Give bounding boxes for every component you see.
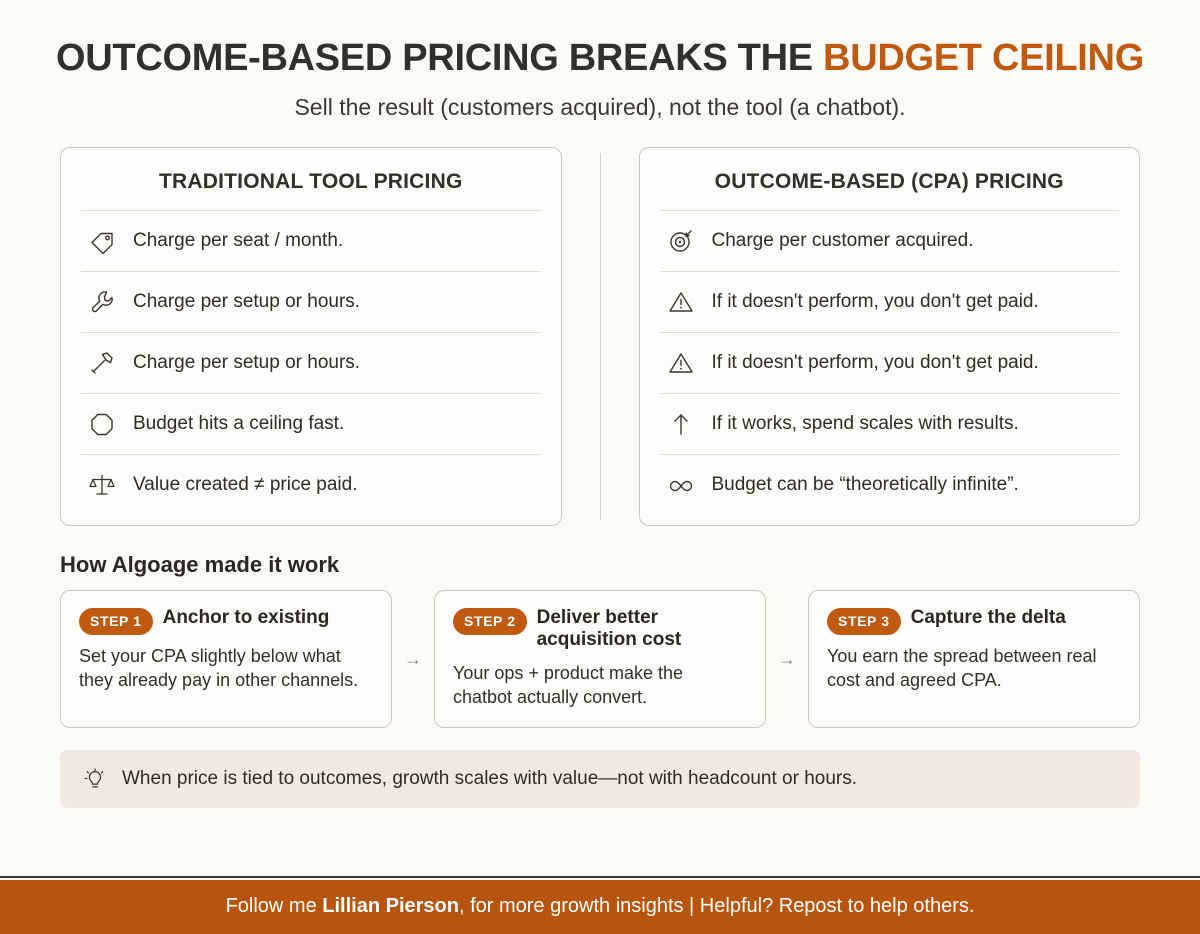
list-item: [81, 454, 541, 515]
tag-icon: [85, 227, 119, 255]
callout-text: When price is tied to outcomes, growth scales with value—not with headcount or hours.: [122, 768, 858, 790]
infinity-icon: [664, 471, 698, 499]
list-item: [81, 393, 541, 454]
page-title-accent: BUDGET CEILING: [823, 37, 1144, 79]
step-card-3: [808, 590, 1140, 729]
list-item-label: Charge per setup or hours.: [133, 351, 361, 373]
list-item: [81, 210, 541, 271]
footer-divider: [0, 876, 1200, 878]
step-body: You earn the spread between real cost and agreed CPA.: [827, 645, 1097, 690]
footer-author-name: Lillian Pierson: [322, 895, 459, 917]
step-title: Capture the delta: [910, 606, 1066, 628]
list-item-label: If it works, spend scales with results.: [711, 412, 1019, 434]
arrow-up-icon: [664, 410, 698, 438]
step-header: [79, 607, 373, 635]
list-item: [660, 454, 1120, 515]
warning-triangle-icon: [664, 288, 698, 316]
list-item-label: If it doesn't perform, you don't get paid.: [711, 290, 1039, 312]
column-divider: [600, 153, 601, 520]
traditional-pricing-card: [60, 147, 562, 526]
list-item: [660, 332, 1120, 393]
callout-banner: [60, 750, 1140, 808]
status-badge: STEP 3: [827, 608, 901, 635]
lightbulb-icon: [82, 766, 108, 792]
list-item-label: Charge per setup or hours.: [133, 290, 361, 312]
steps-row: [0, 590, 1200, 729]
step-title: Deliver better acquisition cost: [536, 606, 682, 651]
list-item: [660, 210, 1120, 271]
list-item-label: If it doesn't perform, you don't get paid.: [711, 351, 1039, 373]
status-badge: STEP 1: [79, 608, 153, 635]
comparison-columns: [0, 147, 1200, 526]
list-item: [81, 332, 541, 393]
outcome-pricing-title: OUTCOME-BASED (CPA) PRICING: [714, 169, 1064, 193]
outcome-pricing-card: [639, 147, 1141, 526]
list-item: [660, 393, 1120, 454]
page-title: [0, 38, 1200, 80]
step-header: [827, 607, 1121, 635]
hammer-icon: [85, 349, 119, 377]
list-item-label: Charge per seat / month.: [133, 229, 344, 251]
arrow-right-icon: →: [404, 648, 422, 669]
warning-triangle-icon: [664, 349, 698, 377]
octagon-icon: [85, 410, 119, 438]
status-badge: STEP 2: [453, 608, 527, 635]
list-item: [81, 271, 541, 332]
footer-bar: [0, 880, 1200, 934]
step-body: Your ops + product make the chatbot actually convert.: [453, 662, 683, 707]
list-item-label: Budget hits a ceiling fast.: [133, 412, 345, 434]
wrench-icon: [85, 288, 119, 316]
step-header: [453, 607, 747, 652]
list-item-label: Budget can be “theoretically infinite”.: [711, 473, 1019, 495]
step-title: Anchor to existing: [162, 606, 330, 628]
page-subtitle: Sell the result (customers acquired), not the tool (a chatbot).: [294, 93, 906, 120]
footer-suffix: , for more growth insights | Helpful? Repost to help others.: [458, 895, 975, 917]
list-item-label: Value created ≠ price paid.: [133, 473, 358, 495]
footer-prefix: Follow me: [225, 895, 323, 917]
scales-icon: [85, 471, 119, 499]
steps-heading: How Algoage made it work: [60, 551, 340, 577]
step-body: Set your CPA slightly below what they already pay in other channels.: [79, 645, 359, 690]
arrow-right-icon: →: [778, 648, 796, 669]
page-title-main: OUTCOME-BASED PRICING BREAKS THE: [56, 37, 824, 79]
list-item-label: Charge per customer acquired.: [711, 229, 974, 251]
infographic-page: [0, 38, 1200, 934]
list-item: [660, 271, 1120, 332]
traditional-pricing-title: TRADITIONAL TOOL PRICING: [159, 169, 463, 193]
step-card-2: [434, 590, 766, 729]
target-icon: [664, 227, 698, 255]
step-card-1: [60, 590, 392, 729]
